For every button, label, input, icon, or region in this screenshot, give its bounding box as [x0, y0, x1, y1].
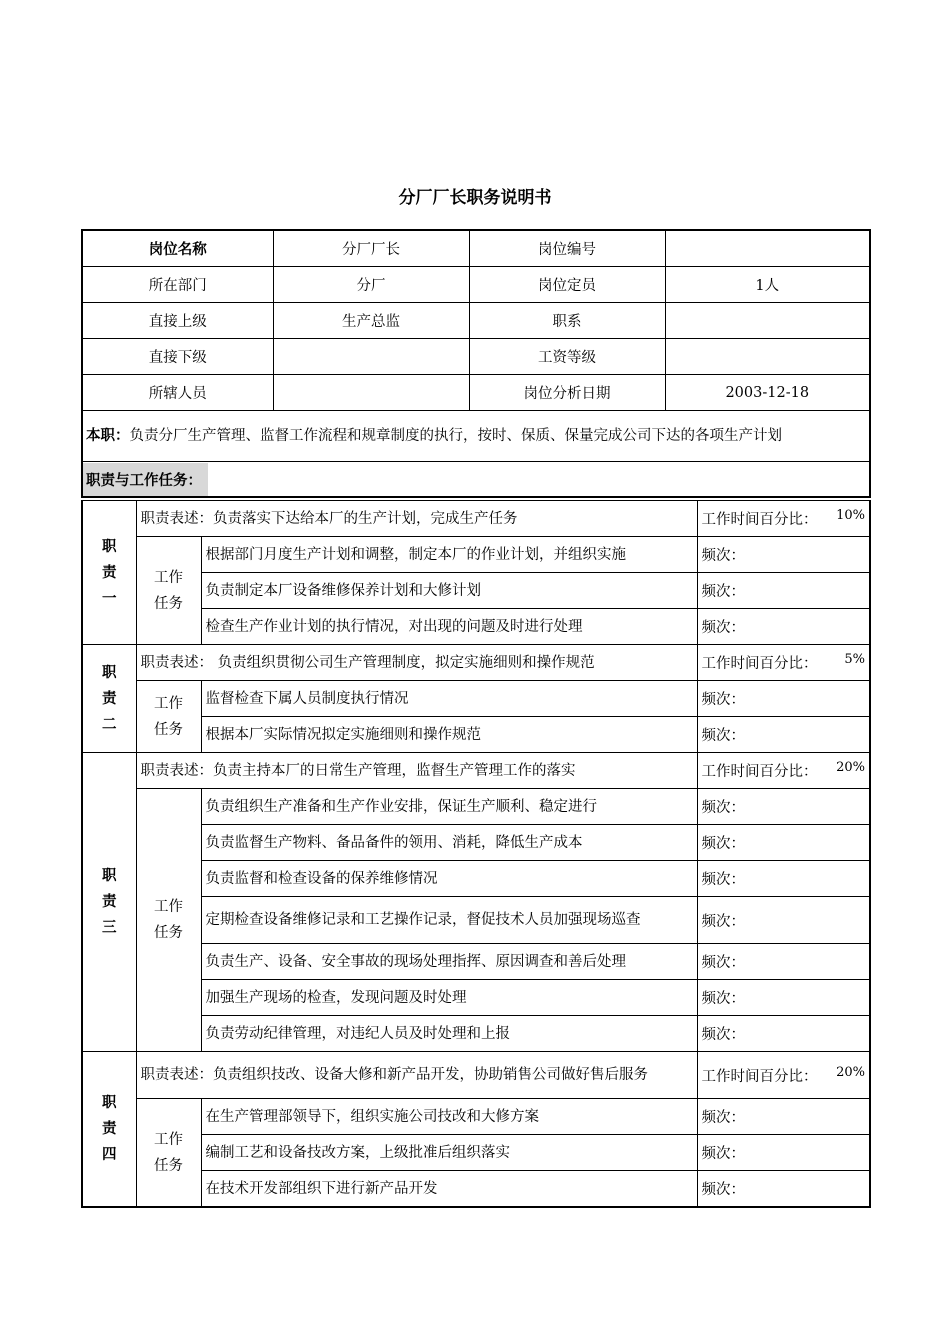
summary-label: 本职： [86, 428, 130, 444]
task-text: 在生产管理部领导下，组织实施公司技改和大修方案 [201, 1099, 697, 1135]
task-text: 负责制定本厂设备维修保养计划和大修计划 [201, 573, 697, 609]
task-frequency: 频次： [697, 573, 870, 609]
task-frequency: 频次： [697, 897, 870, 944]
summary-row [82, 411, 870, 462]
time-percentage [697, 645, 870, 681]
task-text: 负责生产、设备、安全事故的现场处理指挥、原因调查和善后处理 [201, 944, 697, 980]
info-value [665, 339, 870, 375]
time-percentage-label: 工作时间百分比： [701, 656, 818, 672]
task-text: 负责组织生产准备和生产作业安排，保证生产顺利、稳定进行 [201, 789, 697, 825]
time-percentage [697, 753, 870, 789]
info-value: 1人 [665, 267, 870, 303]
task-frequency: 频次： [697, 1135, 870, 1171]
time-percentage-label: 工作时间百分比： [701, 512, 818, 528]
task-row [82, 537, 870, 573]
info-value [665, 230, 870, 267]
duties-table [81, 500, 871, 1208]
task-row [82, 573, 870, 609]
duty-label-char: 职 [102, 1095, 117, 1111]
duties-header-cell [82, 462, 870, 498]
info-label: 岗位定员 [469, 267, 665, 303]
info-value [273, 339, 469, 375]
duty-label-char: 责 [102, 894, 117, 910]
task-frequency: 频次： [697, 944, 870, 980]
task-label-line: 任务 [154, 1157, 183, 1174]
info-label: 所在部门 [82, 267, 273, 303]
task-text: 编制工艺和设备技改方案，上级批准后组织落实 [201, 1135, 697, 1171]
duty-label-char: 责 [102, 690, 117, 707]
duty-label [82, 753, 136, 1052]
task-row [82, 861, 870, 897]
task-text: 负责劳动纪律管理，对违纪人员及时处理和上报 [201, 1016, 697, 1052]
duty-label [82, 501, 136, 645]
task-frequency: 频次： [697, 861, 870, 897]
task-label [136, 1099, 201, 1208]
info-label: 岗位编号 [469, 230, 665, 267]
task-row [82, 681, 870, 717]
task-frequency: 频次： [697, 1171, 870, 1208]
task-frequency: 频次： [697, 825, 870, 861]
info-label: 直接下级 [82, 339, 273, 375]
info-label: 岗位分析日期 [469, 375, 665, 411]
task-label [136, 789, 201, 1052]
task-frequency: 频次： [697, 1016, 870, 1052]
info-label: 直接上级 [82, 303, 273, 339]
duty-label-char: 二 [102, 716, 117, 733]
duties-header-row [82, 462, 870, 498]
task-row [82, 980, 870, 1016]
task-row [82, 717, 870, 753]
time-percentage-value: 10% [836, 508, 865, 523]
task-row [82, 609, 870, 645]
time-percentage-label: 工作时间百分比： [701, 764, 818, 780]
task-row [82, 789, 870, 825]
time-percentage-value: 20% [836, 760, 865, 775]
task-row [82, 944, 870, 980]
info-row [82, 339, 870, 375]
task-frequency: 频次： [697, 789, 870, 825]
duty-label-char: 职 [102, 868, 117, 884]
summary-text: 负责分厂生产管理、监督工作流程和规章制度的执行，按时、保质、保量完成公司下达的各项生产计划 [129, 428, 782, 444]
time-percentage-value: 5% [844, 652, 865, 667]
duty-label-char: 四 [102, 1147, 117, 1163]
task-label [136, 537, 201, 645]
task-text: 加强生产现场的检查，发现问题及时处理 [201, 980, 697, 1016]
task-label-line: 任务 [154, 721, 183, 738]
duty-label-char: 一 [102, 590, 117, 607]
duty-label-char: 责 [102, 564, 117, 581]
task-frequency: 频次： [697, 980, 870, 1016]
job-summary [82, 411, 870, 462]
duty-description: 职责表述：负责组织技改、设备大修和新产品开发，协助销售公司做好售后服务 [136, 1052, 697, 1099]
task-row [82, 1135, 870, 1171]
info-value: 分厂 [273, 267, 469, 303]
info-label: 岗位名称 [82, 230, 273, 267]
duty-label [82, 1052, 136, 1208]
task-label-line: 工作 [154, 899, 183, 915]
document-title: 分厂厂长职务说明书 [398, 188, 552, 208]
info-label: 所辖人员 [82, 375, 273, 411]
duties-header: 职责与工作任务： [83, 463, 208, 496]
duty-label-char: 职 [102, 664, 117, 681]
info-value: 分厂厂长 [273, 230, 469, 267]
task-label-line: 任务 [154, 925, 183, 941]
time-percentage-label: 工作时间百分比： [701, 1068, 818, 1085]
info-row [82, 267, 870, 303]
task-label-line: 工作 [154, 695, 183, 712]
task-label [136, 681, 201, 753]
info-label: 职系 [469, 303, 665, 339]
duty-description: 职责表述：负责落实下达给本厂的生产计划，完成生产任务 [136, 501, 697, 537]
info-value [273, 375, 469, 411]
info-label: 工资等级 [469, 339, 665, 375]
task-text: 根据部门月度生产计划和调整，制定本厂的作业计划，并组织实施 [201, 537, 697, 573]
task-label-line: 任务 [154, 595, 183, 612]
task-text: 检查生产作业计划的执行情况，对出现的问题及时进行处理 [201, 609, 697, 645]
task-row [82, 1171, 870, 1208]
duty-label-char: 职 [102, 538, 117, 555]
task-label-line: 工作 [154, 1131, 183, 1148]
task-row [82, 1016, 870, 1052]
time-percentage [697, 1052, 870, 1099]
info-value: 2003-12-18 [665, 375, 870, 411]
task-text: 在技术开发部组织下进行新产品开发 [201, 1171, 697, 1208]
task-text: 负责监督生产物料、备品备件的领用、消耗，降低生产成本 [201, 825, 697, 861]
task-text: 负责监督和检查设备的保养维修情况 [201, 861, 697, 897]
task-frequency: 频次： [697, 681, 870, 717]
duty-desc-row [82, 1052, 870, 1099]
duty-desc-row [82, 501, 870, 537]
basic-info-table [81, 229, 871, 498]
time-percentage-value: 20% [836, 1064, 865, 1080]
time-percentage [697, 501, 870, 537]
duty-label-char: 三 [102, 920, 117, 936]
task-frequency: 频次： [697, 537, 870, 573]
task-text: 根据本厂实际情况拟定实施细则和操作规范 [201, 717, 697, 753]
task-frequency: 频次： [697, 1099, 870, 1135]
duty-description: 职责表述：负责主持本厂的日常生产管理，监督生产管理工作的落实 [136, 753, 697, 789]
task-row [82, 897, 870, 944]
task-label-line: 工作 [154, 569, 183, 586]
duties-body [82, 501, 870, 1208]
duty-label-char: 责 [102, 1121, 117, 1137]
task-row [82, 1099, 870, 1135]
duty-label [82, 645, 136, 753]
info-row [82, 375, 870, 411]
duty-desc-row [82, 753, 870, 789]
task-frequency: 频次： [697, 609, 870, 645]
info-value: 生产总监 [273, 303, 469, 339]
task-text: 监督检查下属人员制度执行情况 [201, 681, 697, 717]
task-text: 定期检查设备维修记录和工艺操作记录，督促技术人员加强现场巡查 [201, 897, 697, 944]
duty-description: 职责表述： 负责组织贯彻公司生产管理制度，拟定实施细则和操作规范 [136, 645, 697, 681]
task-frequency: 频次： [697, 717, 870, 753]
info-value [665, 303, 870, 339]
info-row [82, 303, 870, 339]
info-row [82, 230, 870, 267]
duty-desc-row [82, 645, 870, 681]
task-row [82, 825, 870, 861]
